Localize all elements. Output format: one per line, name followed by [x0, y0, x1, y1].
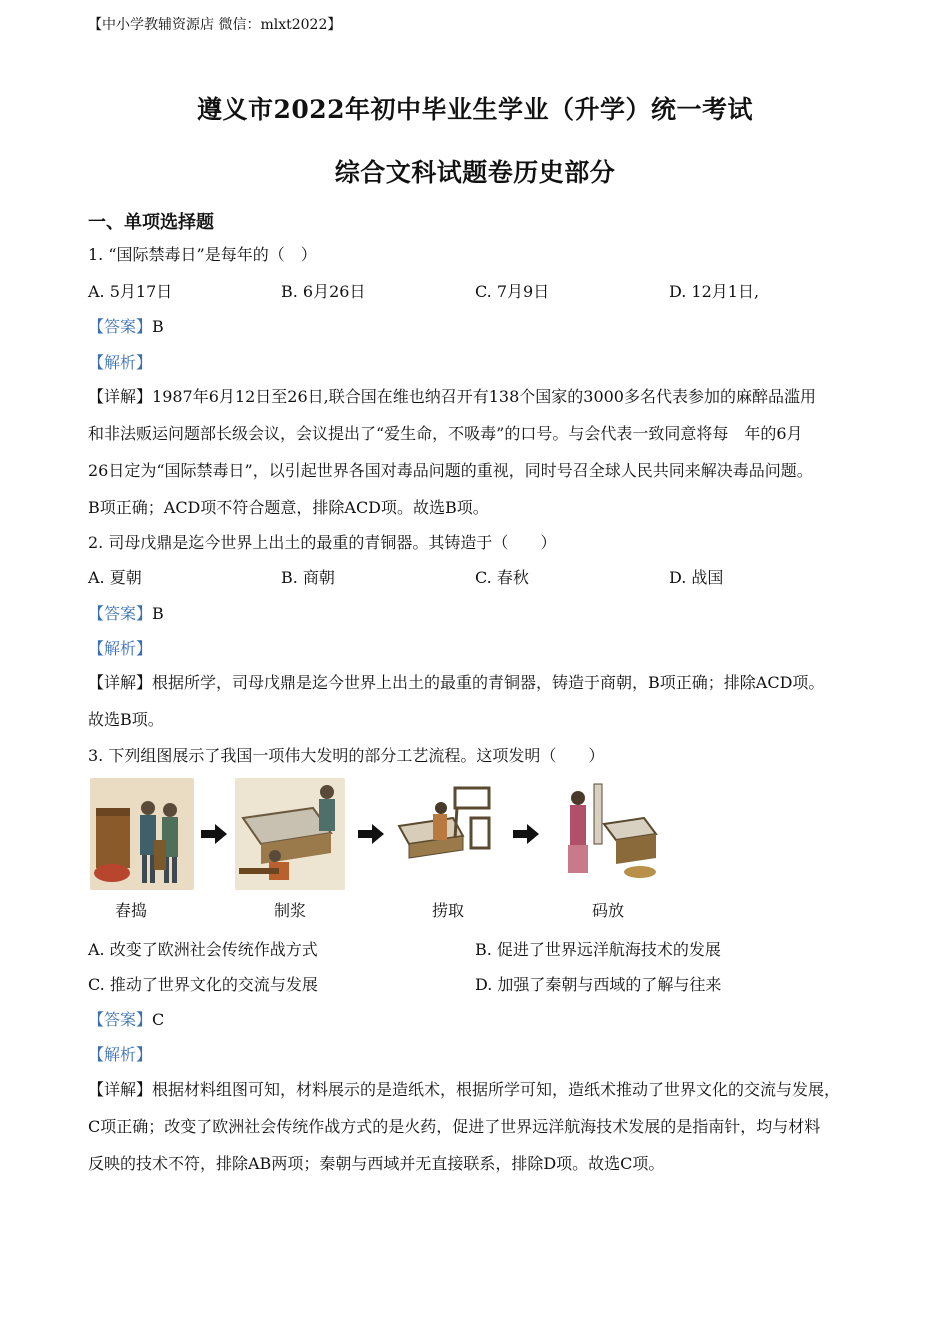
- caption-scooping: 捞取: [432, 901, 465, 920]
- q1-detail-line-2: 和非法贩运问题部长级会议，会议提出了“爱生命，不吸毒”的口号。与会代表一致同意将每 年的6月: [88, 424, 803, 443]
- section-heading: 一、单项选择题: [88, 212, 214, 233]
- right-arrow-icon: [201, 824, 227, 844]
- answer-value: B: [152, 317, 164, 336]
- right-arrow-icon: [513, 824, 539, 844]
- caption-pounding: 舂捣: [115, 901, 148, 920]
- q3-detail-line-2: C项正确；改变了欧洲社会传统作战方式的是火药，促进了世界远洋航海技术发展的是指南针，均与材料: [88, 1117, 821, 1136]
- header-note: 【中小学教辅资源店 微信：mlxt2022】: [88, 17, 342, 33]
- page-title: 遵义市2022年初中毕业生学业（升学）统一考试: [196, 95, 754, 124]
- answer-value: B: [152, 604, 164, 623]
- q3-detail-line-1: [88, 1080, 840, 1100]
- caption-pulp-making: 制浆: [274, 901, 307, 920]
- answer-tag: 【答案】: [88, 317, 153, 336]
- q3-option-a: A. 改变了欧洲社会传统作战方式: [88, 940, 318, 959]
- q1-detail-line-1: [88, 387, 816, 407]
- answer-tag: 【答案】: [88, 604, 153, 623]
- q1-analysis-tag: 【解析】: [88, 353, 153, 372]
- q2-option-b: B. 商朝: [281, 568, 335, 587]
- answer-tag: 【答案】: [88, 1010, 153, 1029]
- detail-tag: 【详解】: [88, 673, 153, 692]
- q1-option-d: D. 12月1日,: [669, 282, 760, 301]
- pulp-making-illustration: [235, 778, 345, 890]
- caption-stacking: 码放: [592, 901, 625, 920]
- q2-answer: [88, 604, 164, 624]
- q3-option-c: C. 推动了世界文化的交流与发展: [88, 975, 318, 994]
- detail-text: 根据所学，司母戊鼎是迄今世界上出土的最重的青铜器，铸造于商朝，B项正确；排除ACD项。: [152, 673, 825, 692]
- q3-analysis-tag: 【解析】: [88, 1045, 153, 1064]
- q1-option-c: C. 7月9日: [475, 282, 550, 301]
- q3-stem: 3. 下列组图展示了我国一项伟大发明的部分工艺流程。这项发明（ ）: [88, 746, 605, 765]
- q2-option-d: D. 战国: [669, 568, 724, 587]
- q1-option-b: B. 6月26日: [281, 282, 366, 301]
- scooping-illustration: [393, 778, 495, 890]
- answer-value: C: [152, 1010, 165, 1029]
- right-arrow-icon: [358, 824, 384, 844]
- detail-tag: 【详解】: [88, 1080, 153, 1099]
- q2-detail-line-1: [88, 673, 824, 693]
- q3-option-d: D. 加强了秦朝与西域的了解与往来: [475, 975, 722, 994]
- q1-answer: [88, 317, 164, 337]
- q2-option-c: C. 春秋: [475, 568, 529, 587]
- detail-text: 1987年6月12日至26日,联合国在维也纳召开有138个国家的3000多名代表参加的麻醉品滥用: [152, 387, 816, 406]
- page-subtitle: 综合文科试题卷历史部分: [334, 158, 616, 187]
- q2-stem: 2. 司母戊鼎是迄今世界上出土的最重的青铜器。其铸造于（ ）: [88, 533, 557, 552]
- q2-option-a: A. 夏朝: [88, 568, 142, 587]
- q3-detail-line-3: 反映的技术不符，排除AB两项；秦朝与西域并无直接联系，排除D项。故选C项。: [88, 1154, 665, 1173]
- pounding-illustration: [90, 778, 194, 890]
- q1-option-a: A. 5月17日: [88, 282, 173, 301]
- q3-answer: [88, 1010, 164, 1030]
- q2-detail-line-2: 故选B项。: [88, 710, 164, 729]
- detail-text: 根据材料组图可知，材料展示的是造纸术，根据所学可知，造纸术推动了世界文化的交流与发展，: [152, 1080, 841, 1099]
- q3-option-b: B. 促进了世界远洋航海技术的发展: [475, 940, 721, 959]
- q1-detail-line-4: B项正确；ACD项不符合题意，排除ACD项。故选B项。: [88, 498, 489, 517]
- stacking-illustration: [548, 778, 663, 890]
- q2-analysis-tag: 【解析】: [88, 639, 153, 658]
- papermaking-figure: [88, 778, 688, 928]
- q1-stem: 1. “国际禁毒日”是每年的（ ）: [88, 245, 317, 264]
- q1-detail-line-3: 26日定为“国际禁毒日”，以引起世界各国对毒品问题的重视，同时号召全球人民共同来解决毒品问题。: [88, 461, 813, 480]
- detail-tag: 【详解】: [88, 387, 153, 406]
